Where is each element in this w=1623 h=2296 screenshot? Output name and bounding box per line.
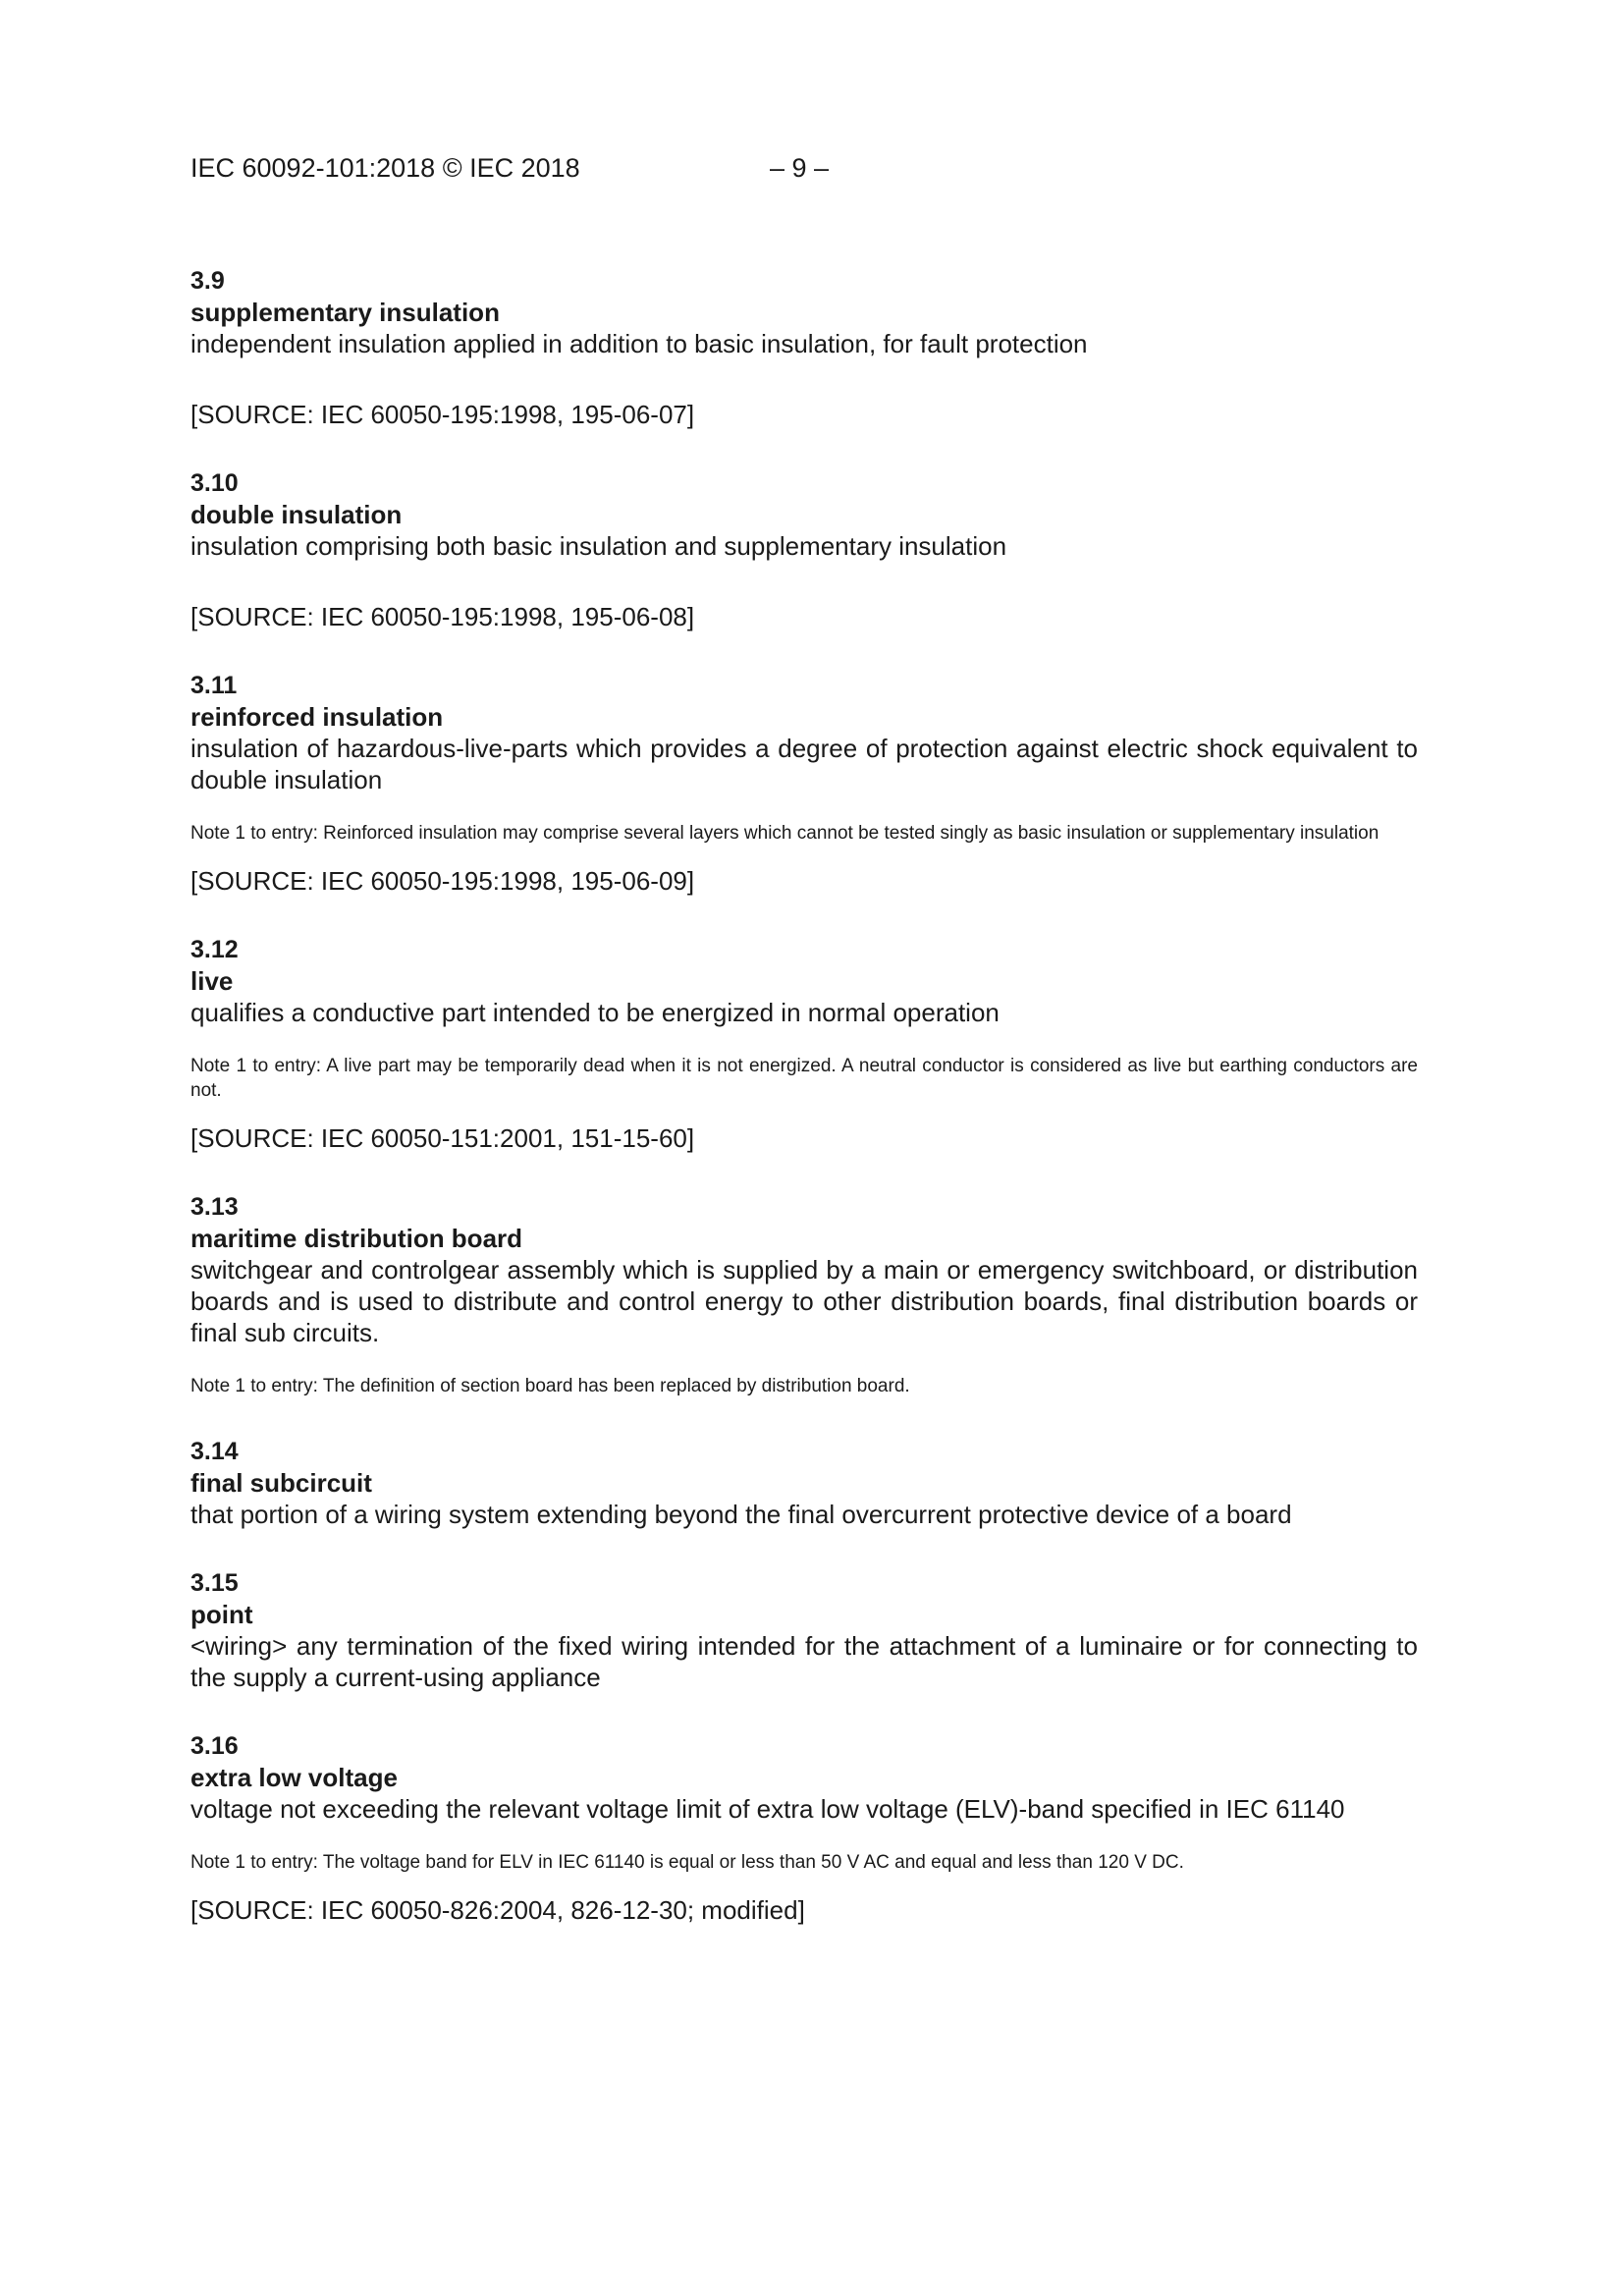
- term-title: double insulation: [190, 500, 403, 529]
- term-number: 3.12: [190, 936, 239, 963]
- term-definition: insulation comprising both basic insulation and supplementary insulation: [190, 531, 1007, 561]
- term-source: [SOURCE: IEC 60050-195:1998, 195-06-07]: [190, 400, 695, 429]
- term-source: [SOURCE: IEC 60050-195:1998, 195-06-08]: [190, 602, 695, 631]
- term-number: 3.9: [190, 267, 225, 295]
- term-title: maritime distribution board: [190, 1224, 523, 1253]
- header-standard-id: IEC 60092-101:2018 © IEC 2018: [190, 153, 580, 183]
- term-source: [SOURCE: IEC 60050-195:1998, 195-06-09]: [190, 866, 695, 896]
- term-definition: that portion of a wiring system extending beyond the final overcurrent protective device of a board: [190, 1500, 1292, 1529]
- term-definition: independent insulation applied in addition to basic insulation, for fault protection: [190, 329, 1088, 358]
- term-entry: [190, 670, 1418, 897]
- term-source: [SOURCE: IEC 60050-826:2004, 826-12-30; modified]: [190, 1895, 805, 1925]
- term-definition: <wiring> any termination of the fixed wiring intended for the attachment of a luminaire or for connecting to the supply a current-using appliance: [190, 1631, 1418, 1692]
- term-source: [SOURCE: IEC 60050-151:2001, 151-15-60]: [190, 1123, 695, 1153]
- term-number: 3.13: [190, 1193, 239, 1221]
- term-definition: qualifies a conductive part intended to be energized in normal operation: [190, 998, 1000, 1027]
- term-entry: [190, 934, 1418, 1154]
- term-number: 3.16: [190, 1732, 239, 1760]
- term-title: supplementary insulation: [190, 298, 500, 327]
- header-page-number: – 9 –: [770, 153, 830, 183]
- page-header: [190, 147, 1418, 194]
- term-title: point: [190, 1600, 253, 1629]
- term-number: 3.10: [190, 469, 239, 497]
- term-entry: [190, 1567, 1418, 1693]
- term-number: 3.15: [190, 1569, 239, 1597]
- term-entry: [190, 1730, 1418, 1926]
- term-title: reinforced insulation: [190, 702, 444, 732]
- term-note: Note 1 to entry: Reinforced insulation may comprise several layers which cannot be tested singly as basic insulation or supplementary insulation: [190, 823, 1380, 844]
- term-definition: voltage not exceeding the relevant voltage limit of extra low voltage (ELV)-band specified in IEC 61140: [190, 1794, 1345, 1824]
- term-entry: [190, 467, 1418, 632]
- term-title: final subcircuit: [190, 1468, 372, 1498]
- term-entry: [190, 1436, 1418, 1530]
- term-definition: switchgear and controlgear assembly which is supplied by a main or emergency switchboard, or distribution boards and is used to distribute and control energy to other distribution boards, final distribution boards or final sub circuits.: [190, 1255, 1418, 1347]
- terms-list: [190, 265, 1418, 1926]
- term-entry: [190, 265, 1418, 430]
- term-entry: [190, 1191, 1418, 1398]
- term-number: 3.11: [190, 672, 238, 699]
- term-note: Note 1 to entry: The definition of section board has been replaced by distribution board.: [190, 1376, 910, 1396]
- term-number: 3.14: [190, 1438, 239, 1465]
- term-title: extra low voltage: [190, 1763, 398, 1792]
- document-page: [190, 147, 1418, 1963]
- term-definition: insulation of hazardous-live-parts which provides a degree of protection against electric shock equivalent to double insulation: [190, 734, 1418, 794]
- term-note: Note 1 to entry: The voltage band for ELV in IEC 61140 is equal or less than 50 V AC and equal and less than 120 V DC.: [190, 1852, 1184, 1873]
- term-note: Note 1 to entry: A live part may be temporarily dead when it is not energized. A neutral conductor is considered as live but earthing conductors are not.: [190, 1056, 1418, 1101]
- term-title: live: [190, 966, 234, 996]
